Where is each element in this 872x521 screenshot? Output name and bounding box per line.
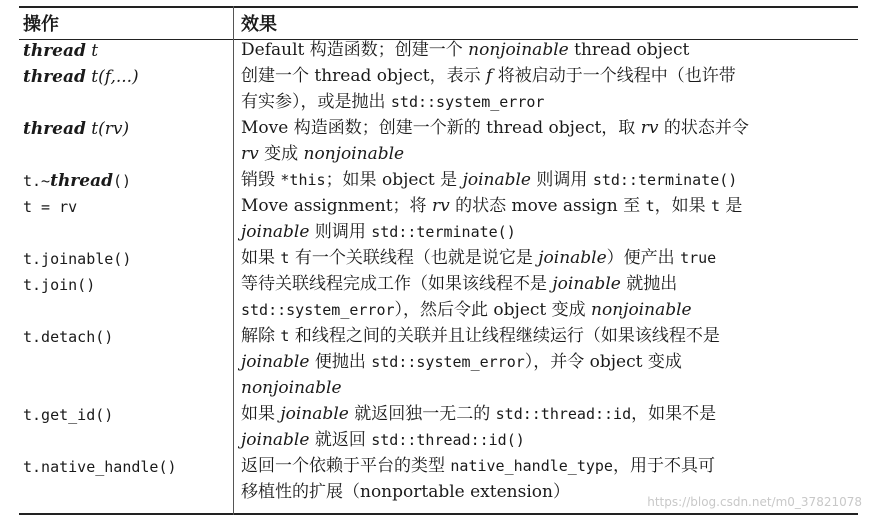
op-detach: t.detach() (23, 328, 114, 346)
effect-line: joinable 则调用 std::terminate() (241, 222, 516, 242)
effect-line: rv 变成 nonjoinable (241, 144, 405, 164)
effect-destructor: 销毁 *this；如果 object 是 joinable 则调用 std::terminate() (241, 170, 738, 190)
effect-move-ctor (241, 115, 853, 167)
op-native-handle: t.native_handle() (23, 458, 177, 476)
op-join: t.join() (23, 276, 96, 294)
effect-line: 如果 joinable 就返回独一无二的 std::thread::id，如果不是 (241, 404, 717, 424)
effect-line: std::system_error），然后令此 object 变成 nonjoinable (241, 300, 692, 320)
column-divider (233, 6, 234, 515)
op-ctor-function: thread t(f,...) (23, 67, 139, 87)
effect-line: 创建一个 thread object，表示 f 将被启动于一个线程中（也许带 (241, 66, 736, 86)
watermark: https://blog.csdn.net/m0_37821078 (647, 495, 862, 509)
effect-move-assign (241, 193, 853, 245)
effect-ctor-function (241, 63, 853, 115)
table-top-rule (19, 6, 858, 8)
table-bottom-rule (19, 513, 858, 515)
effect-get-id (241, 401, 853, 453)
effect-default-ctor: Default 构造函数；创建一个 nonjoinable thread object (241, 40, 690, 60)
op-default-ctor: thread t (23, 41, 99, 61)
effect-line: 解除 t 和线程之间的关联并且让线程继续运行（如果该线程不是 (241, 326, 720, 346)
header-operation: 操作 (23, 14, 59, 35)
effect-join (241, 271, 853, 323)
effect-line: 等待关联线程完成工作（如果该线程不是 joinable 就抛出 (241, 274, 678, 294)
effect-joinable: 如果 t 有一个关联线程（也就是说它是 joinable）便产出 true (241, 248, 717, 268)
effect-line: 移植性的扩展（nonportable extension） (241, 482, 570, 502)
effect-line: 返回一个依赖于平台的类型 native_handle_type，用于不具可 (241, 456, 715, 476)
effect-detach (241, 323, 853, 401)
effect-line: Move assignment；将 rv 的状态 move assign 至 t，如果 t 是 (241, 196, 743, 216)
effect-line: joinable 就返回 std::thread::id() (241, 430, 525, 450)
effect-line: Move 构造函数；创建一个新的 thread object，取 rv 的状态并令 (241, 118, 749, 138)
header-effect: 效果 (241, 14, 277, 35)
effect-line: 有实参），或是抛出 std::system_error (241, 92, 545, 112)
op-move-assign: t = rv (23, 198, 78, 216)
op-move-ctor: thread t(rv) (23, 119, 130, 139)
op-joinable: t.joinable() (23, 250, 132, 268)
op-get-id: t.get_id() (23, 406, 114, 424)
effect-line: nonjoinable (241, 378, 342, 398)
effect-line: joinable 便抛出 std::system_error），并令 object 变成 (241, 352, 682, 372)
op-destructor: t.~thread() (23, 171, 132, 191)
